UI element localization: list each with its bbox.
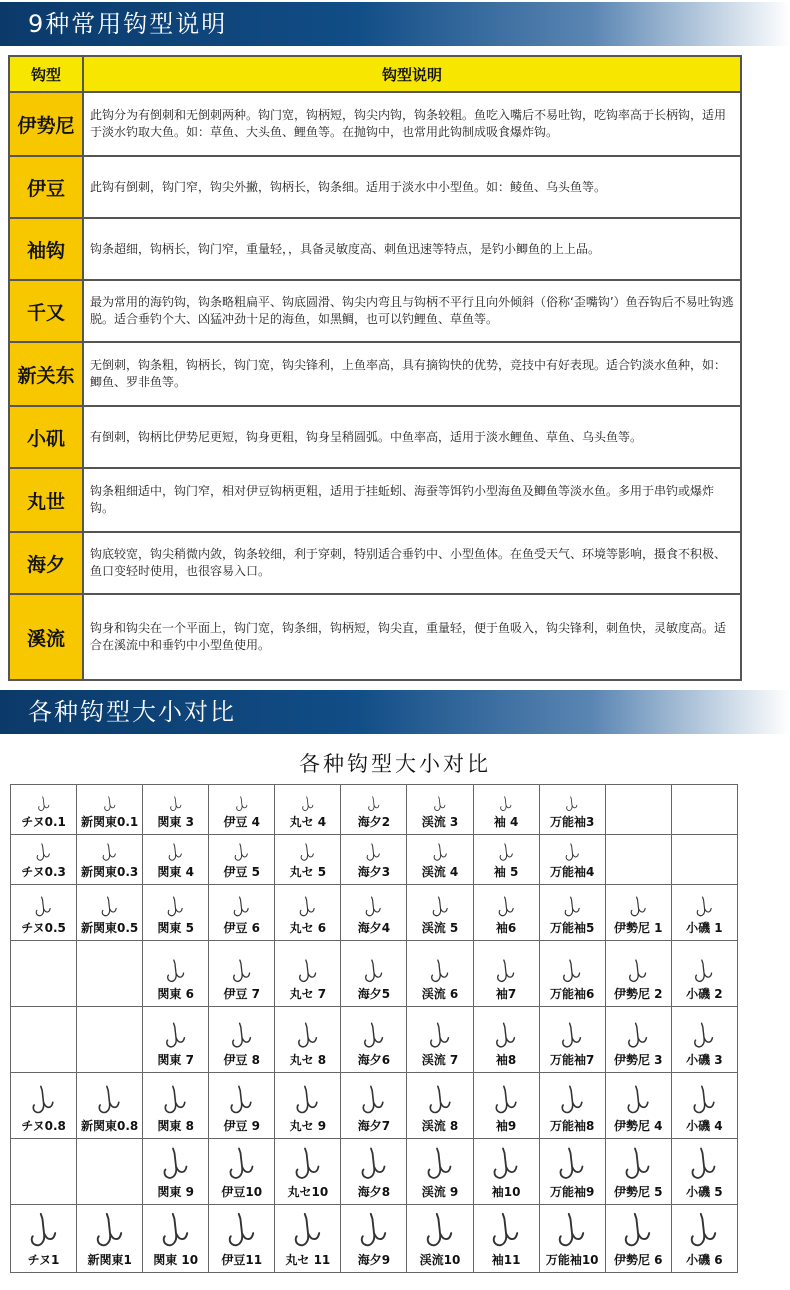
grid-cell [473, 785, 539, 835]
hook-size-label: 伊豆 6 [223, 921, 261, 935]
grid-cell [407, 1205, 473, 1273]
hook-size-label: 海夕2 [357, 815, 391, 829]
table-row [9, 594, 741, 680]
fish-hook-icon [164, 1022, 188, 1051]
fish-hook-icon [424, 1212, 456, 1251]
fish-hook-icon [169, 796, 183, 813]
grid-row [11, 1073, 738, 1139]
hook-type-description: 钩底较宽，钩尖稍微内敛，钩条较细，利于穿刺，特别适合垂钓中、小型鱼体。在鱼受天气、环境等影响，摄食不积极、鱼口变轻时使用，也很容易入口。 [83, 532, 741, 594]
grid-cell [605, 1139, 671, 1205]
grid-cell [77, 1073, 143, 1139]
hook-size-label: 丸セ 4 [289, 815, 327, 829]
hook-size-label: 丸セ 9 [289, 1119, 327, 1133]
grid-cell [671, 1073, 737, 1139]
grid-cell [143, 785, 209, 835]
header-hook-type: 钩型 [9, 56, 83, 92]
hook-type-description: 钩身和钩尖在一个平面上，钩门宽，钩条细，钩柄短，钩尖直，重量轻，便于鱼吸入，钩尖锋利，刺鱼快，灵敏度高。适合在溪流中和垂钓中小型鱼使用。 [83, 594, 741, 680]
fish-hook-icon [298, 896, 317, 919]
hook-type-description: 最为常用的海钓钩，钩条略粗扁平、钩底圆滑、钩尖内弯且与钩柄不平行且向外倾斜（俗称‘歪嘴钩’）鱼吞钩后不易吐钩逃脱。适合垂钓个大、凶猛冲劲十足的海鱼，如黑鲷，也可以钓鲤鱼、草鱼等。 [83, 280, 741, 342]
fish-hook-icon [367, 796, 381, 813]
table-header-row [9, 56, 741, 92]
grid-cell [539, 1007, 605, 1073]
fish-hook-icon [626, 1022, 650, 1051]
fish-hook-icon [362, 1022, 386, 1051]
header-hook-description: 钩型说明 [83, 56, 741, 92]
grid-cell [341, 1073, 407, 1139]
fish-hook-icon [494, 1022, 518, 1051]
hook-size-label: 丸セ 7 [289, 987, 327, 1001]
grid-cell [143, 941, 209, 1007]
grid-cell [143, 835, 209, 885]
grid-cell [539, 941, 605, 1007]
fish-hook-icon [228, 1085, 255, 1117]
table-row [9, 406, 741, 468]
fish-hook-icon [231, 959, 253, 985]
hook-size-label: 伊豆 9 [223, 1119, 261, 1133]
hook-size-label: 伊豆11 [221, 1253, 263, 1267]
fish-hook-icon [365, 843, 382, 863]
fish-hook-icon [498, 843, 515, 863]
fish-hook-icon [363, 959, 385, 985]
fish-hook-icon [292, 1212, 324, 1251]
hook-size-label: 伊豆10 [221, 1185, 263, 1199]
hook-size-label: 海夕9 [357, 1253, 391, 1267]
hook-size-label: チヌ0.3 [21, 865, 66, 879]
hook-type-name: 小矶 [9, 406, 83, 468]
grid-cell [539, 885, 605, 941]
grid-row [11, 1139, 738, 1205]
fish-hook-icon [622, 1212, 654, 1251]
hook-size-label: 関東 8 [157, 1119, 194, 1133]
fish-hook-icon [34, 896, 53, 919]
fish-hook-icon [490, 1212, 522, 1251]
fish-hook-icon [629, 896, 648, 919]
hook-size-label: 関東 10 [153, 1253, 199, 1267]
grid-cell [473, 885, 539, 941]
hook-size-label: チヌ1 [27, 1253, 60, 1267]
hook-size-label: 関東 7 [157, 1053, 194, 1067]
hook-size-label: 小磯 6 [686, 1253, 723, 1267]
grid-cell [209, 785, 275, 835]
fish-hook-icon [627, 959, 649, 985]
grid-cell [671, 785, 737, 835]
grid-cell [275, 1139, 341, 1205]
grid-cell [209, 835, 275, 885]
grid-cell [473, 1007, 539, 1073]
hook-type-description: 有倒刺，钩柄比伊势尼更短，钩身更粗，钩身呈稍圆弧。中鱼率高，适用于淡水鲤鱼、草鱼、乌头鱼等。 [83, 406, 741, 468]
fish-hook-icon [561, 959, 583, 985]
grid-cell [209, 1073, 275, 1139]
fish-hook-icon [162, 1085, 189, 1117]
fish-hook-icon [431, 896, 450, 919]
hook-size-label: 海夕8 [357, 1185, 391, 1199]
grid-cell [671, 1007, 737, 1073]
size-compare-title: 各种钩型大小对比 [299, 752, 491, 776]
hook-size-label: チヌ0.8 [21, 1119, 66, 1133]
fish-hook-icon [103, 796, 117, 813]
grid-cell [407, 835, 473, 885]
grid-cell [77, 1139, 143, 1205]
fish-hook-icon [360, 1085, 387, 1117]
hook-size-label: 新関東1 [87, 1253, 132, 1267]
section-banner-size-compare: 各种钩型大小对比 [0, 690, 790, 734]
table-row [9, 156, 741, 218]
hook-size-label: 伊勢尼 4 [613, 1119, 663, 1133]
grid-row [11, 835, 738, 885]
hook-type-description: 钩条超细，钩柄长，钩门窄，重量轻，，具备灵敏度高、刺鱼迅速等特点，是钓小鲫鱼的上上品。 [83, 218, 741, 280]
grid-cell [473, 835, 539, 885]
grid-cell [275, 1007, 341, 1073]
grid-cell [671, 835, 737, 885]
hook-size-label: 小磯 1 [686, 921, 723, 935]
hook-size-label: 袖11 [491, 1253, 521, 1267]
hook-size-label: 海夕7 [357, 1119, 391, 1133]
grid-cell [77, 1007, 143, 1073]
fish-hook-icon [96, 1085, 123, 1117]
hook-size-label: 小磯 3 [686, 1053, 723, 1067]
table-row [9, 280, 741, 342]
hook-type-name: 丸世 [9, 468, 83, 532]
hook-type-description: 此钩分为有倒刺和无倒刺两种。钩门宽，钩柄短，钩尖内钩，钩条较粗。鱼吃入嘴后不易吐钩，吃钩率高于长柄钩，适用于淡水钓取大鱼。如：草鱼、大头鱼、鲤鱼等。在抛钩中，也常用此钩制成吸食爆炸钩。 [83, 92, 741, 156]
hook-size-label: 小磯 5 [686, 1185, 723, 1199]
grid-cell [209, 885, 275, 941]
hook-type-name: 海夕 [9, 532, 83, 594]
hook-size-label: 小磯 2 [686, 987, 723, 1001]
hook-size-label: 万能袖8 [549, 1119, 595, 1133]
grid-cell [11, 1007, 77, 1073]
grid-cell [11, 885, 77, 941]
fish-hook-icon [299, 843, 316, 863]
hook-size-label: 新関東0.8 [80, 1119, 139, 1133]
hook-size-label: 袖7 [495, 987, 517, 1001]
hook-size-label: 渓流 6 [421, 987, 459, 1001]
grid-cell [143, 1073, 209, 1139]
hook-size-label: 丸セ 11 [285, 1253, 331, 1267]
hook-size-label: 新関東0.5 [80, 921, 139, 935]
fish-hook-icon [233, 843, 250, 863]
hook-size-label: 伊勢尼 1 [613, 921, 663, 935]
grid-cell [275, 1205, 341, 1273]
hook-type-name: 袖钩 [9, 218, 83, 280]
hook-size-label: 万能袖5 [549, 921, 595, 935]
grid-cell [605, 941, 671, 1007]
grid-cell [539, 1205, 605, 1273]
hook-size-label: 丸セ10 [287, 1185, 329, 1199]
grid-row [11, 1007, 738, 1073]
fish-hook-icon [35, 843, 52, 863]
hook-size-label: 海夕6 [357, 1053, 391, 1067]
hook-size-label: 袖8 [495, 1053, 517, 1067]
hook-size-label: 万能袖7 [549, 1053, 595, 1067]
hook-type-name: 千又 [9, 280, 83, 342]
fish-hook-icon [493, 1085, 520, 1117]
grid-cell [671, 941, 737, 1007]
hook-size-label: 袖 5 [493, 865, 519, 879]
hook-size-label: 渓流10 [419, 1253, 461, 1267]
hook-size-label: 渓流 9 [421, 1185, 459, 1199]
hook-size-label: 海夕5 [357, 987, 391, 1001]
fish-hook-icon [428, 1022, 452, 1051]
hook-size-label: 海夕3 [357, 865, 391, 879]
hook-type-description: 无倒刺，钩条粗，钩柄长，钩门宽，钩尖锋利，上鱼率高，具有摘钩快的优势，竞技中有好表现。适合钓淡水鱼种，如：鲫鱼、罗非鱼等。 [83, 342, 741, 406]
hook-size-label: チヌ0.5 [21, 921, 66, 935]
grid-cell [341, 941, 407, 1007]
fish-hook-icon [557, 1147, 587, 1183]
grid-cell [11, 1073, 77, 1139]
fish-hook-icon [560, 1022, 584, 1051]
grid-cell [407, 785, 473, 835]
grid-cell [143, 1205, 209, 1273]
fish-hook-icon [301, 796, 315, 813]
grid-cell [275, 1073, 341, 1139]
hook-size-label: チヌ0.1 [21, 815, 66, 829]
hook-size-label: 万能袖9 [549, 1185, 595, 1199]
hook-size-label: 伊勢尼 6 [613, 1253, 663, 1267]
grid-cell [671, 1205, 737, 1273]
hook-size-label: 渓流 3 [421, 815, 459, 829]
hook-size-label: 袖9 [495, 1119, 517, 1133]
grid-cell [539, 1073, 605, 1139]
fish-hook-icon [230, 1022, 254, 1051]
grid-cell [77, 941, 143, 1007]
fish-hook-icon [692, 1022, 716, 1051]
grid-cell [275, 885, 341, 941]
hook-size-label: 伊勢尼 2 [613, 987, 663, 1001]
grid-cell [407, 885, 473, 941]
fish-hook-icon [165, 959, 187, 985]
hook-size-grid [10, 784, 738, 1273]
grid-cell [341, 785, 407, 835]
grid-cell [11, 785, 77, 835]
grid-row [11, 885, 738, 941]
fish-hook-icon [358, 1212, 390, 1251]
hook-size-label: 関東 5 [157, 921, 194, 935]
fish-hook-icon [427, 1085, 454, 1117]
fish-hook-icon [691, 1085, 718, 1117]
hook-size-label: 渓流 8 [421, 1119, 459, 1133]
fish-hook-icon [556, 1212, 588, 1251]
grid-cell [539, 1139, 605, 1205]
hook-size-label: 丸セ 5 [289, 865, 327, 879]
hook-size-label: 万能袖10 [545, 1253, 599, 1267]
fish-hook-icon [563, 896, 582, 919]
hook-size-label: 海夕4 [357, 921, 391, 935]
grid-cell [671, 885, 737, 941]
fish-hook-icon [495, 959, 517, 985]
grid-cell [407, 1139, 473, 1205]
fish-hook-icon [227, 1147, 257, 1183]
hook-description-table [8, 55, 742, 681]
fish-hook-icon [100, 896, 119, 919]
grid-cell [341, 835, 407, 885]
fish-hook-icon [37, 796, 51, 813]
grid-cell [209, 941, 275, 1007]
hook-type-name: 新关东 [9, 342, 83, 406]
fish-hook-icon [167, 843, 184, 863]
fish-hook-icon [695, 896, 714, 919]
grid-cell [77, 835, 143, 885]
hook-type-description: 钩条粗细适中，钩门窄，相对伊豆钩柄更粗，适用于挂蚯蚓、海蚕等饵钓小型海鱼及鲫鱼等淡水鱼。多用于串钓或爆炸钩。 [83, 468, 741, 532]
grid-cell [143, 1139, 209, 1205]
grid-cell [341, 885, 407, 941]
grid-row [11, 1205, 738, 1273]
hook-type-name: 伊势尼 [9, 92, 83, 156]
fish-hook-icon [499, 796, 513, 813]
grid-cell [605, 785, 671, 835]
grid-cell [143, 885, 209, 941]
grid-cell [605, 1007, 671, 1073]
grid-cell [275, 941, 341, 1007]
fish-hook-icon [28, 1212, 60, 1251]
fish-hook-icon [559, 1085, 586, 1117]
table-row [9, 532, 741, 594]
grid-cell [473, 1073, 539, 1139]
grid-cell [473, 1205, 539, 1273]
fish-hook-icon [235, 796, 249, 813]
fish-hook-icon [359, 1147, 389, 1183]
grid-cell [209, 1007, 275, 1073]
grid-cell [605, 835, 671, 885]
hook-size-label: 丸セ 6 [289, 921, 327, 935]
fish-hook-icon [688, 1212, 720, 1251]
fish-hook-icon [625, 1085, 652, 1117]
grid-cell [275, 785, 341, 835]
hook-size-label: 袖6 [495, 921, 517, 935]
grid-cell [11, 835, 77, 885]
grid-cell [539, 785, 605, 835]
fish-hook-icon [226, 1212, 258, 1251]
fish-hook-icon [623, 1147, 653, 1183]
hook-size-label: 袖 4 [493, 815, 519, 829]
table-row [9, 92, 741, 156]
fish-hook-icon [30, 1085, 57, 1117]
hook-size-label: 袖10 [491, 1185, 521, 1199]
hook-size-label: 伊豆 4 [223, 815, 261, 829]
hook-size-label: 関東 4 [157, 865, 194, 879]
grid-cell [671, 1139, 737, 1205]
fish-hook-icon [161, 1147, 191, 1183]
table-row [9, 468, 741, 532]
hook-size-label: 万能袖3 [549, 815, 595, 829]
hook-size-label: 新関東0.1 [80, 815, 139, 829]
hook-size-label: 新関東0.3 [80, 865, 139, 879]
hook-size-label: 伊勢尼 5 [613, 1185, 663, 1199]
grid-cell [407, 1073, 473, 1139]
hook-size-label: 渓流 4 [421, 865, 459, 879]
fish-hook-icon [491, 1147, 521, 1183]
fish-hook-icon [294, 1085, 321, 1117]
fish-hook-icon [433, 796, 447, 813]
grid-cell [341, 1205, 407, 1273]
fish-hook-icon [364, 896, 383, 919]
table-row [9, 218, 741, 280]
fish-hook-icon [296, 1022, 320, 1051]
grid-cell [605, 1205, 671, 1273]
fish-hook-icon [564, 843, 581, 863]
hook-size-label: 伊豆 7 [223, 987, 261, 1001]
fish-hook-icon [101, 843, 118, 863]
fish-hook-icon [693, 959, 715, 985]
fish-hook-icon [429, 959, 451, 985]
hook-type-description: 此钩有倒刺，钩门窄，钩尖外撇，钩柄长，钩条细。适用于淡水中小型鱼。如：鲮鱼、乌头鱼等。 [83, 156, 741, 218]
grid-cell [11, 941, 77, 1007]
grid-cell [539, 835, 605, 885]
grid-cell [605, 1073, 671, 1139]
grid-cell [407, 1007, 473, 1073]
hook-type-name: 溪流 [9, 594, 83, 680]
fish-hook-icon [232, 896, 251, 919]
fish-hook-icon [432, 843, 449, 863]
grid-row [11, 941, 738, 1007]
grid-cell [605, 885, 671, 941]
table-row [9, 342, 741, 406]
hook-size-label: 万能袖6 [549, 987, 595, 1001]
grid-cell [11, 1139, 77, 1205]
hook-size-label: 関東 9 [157, 1185, 194, 1199]
grid-cell [11, 1205, 77, 1273]
grid-cell [407, 941, 473, 1007]
fish-hook-icon [565, 796, 579, 813]
hook-type-name: 伊豆 [9, 156, 83, 218]
section-banner-common-hooks: 9种常用钩型说明 [0, 2, 790, 46]
fish-hook-icon [94, 1212, 126, 1251]
grid-cell [209, 1205, 275, 1273]
grid-cell [77, 1205, 143, 1273]
fish-hook-icon [689, 1147, 719, 1183]
fish-hook-icon [425, 1147, 455, 1183]
grid-cell [473, 1139, 539, 1205]
hook-size-label: 伊豆 5 [223, 865, 261, 879]
grid-cell [143, 1007, 209, 1073]
hook-size-label: 関東 6 [157, 987, 194, 1001]
grid-cell [77, 785, 143, 835]
grid-cell [341, 1139, 407, 1205]
grid-cell [77, 885, 143, 941]
fish-hook-icon [160, 1212, 192, 1251]
hook-size-label: 小磯 4 [686, 1119, 723, 1133]
grid-cell [209, 1139, 275, 1205]
hook-size-label: 渓流 7 [421, 1053, 459, 1067]
grid-cell [275, 835, 341, 885]
hook-size-label: 関東 3 [157, 815, 194, 829]
hook-size-label: 万能袖4 [549, 865, 595, 879]
grid-row [11, 785, 738, 835]
grid-cell [473, 941, 539, 1007]
grid-cell [341, 1007, 407, 1073]
fish-hook-icon [166, 896, 185, 919]
hook-size-label: 伊豆 8 [223, 1053, 261, 1067]
hook-size-label: 伊勢尼 3 [613, 1053, 663, 1067]
fish-hook-icon [297, 959, 319, 985]
hook-size-label: 渓流 5 [421, 921, 459, 935]
hook-size-label: 丸セ 8 [289, 1053, 327, 1067]
fish-hook-icon [293, 1147, 323, 1183]
fish-hook-icon [497, 896, 516, 919]
